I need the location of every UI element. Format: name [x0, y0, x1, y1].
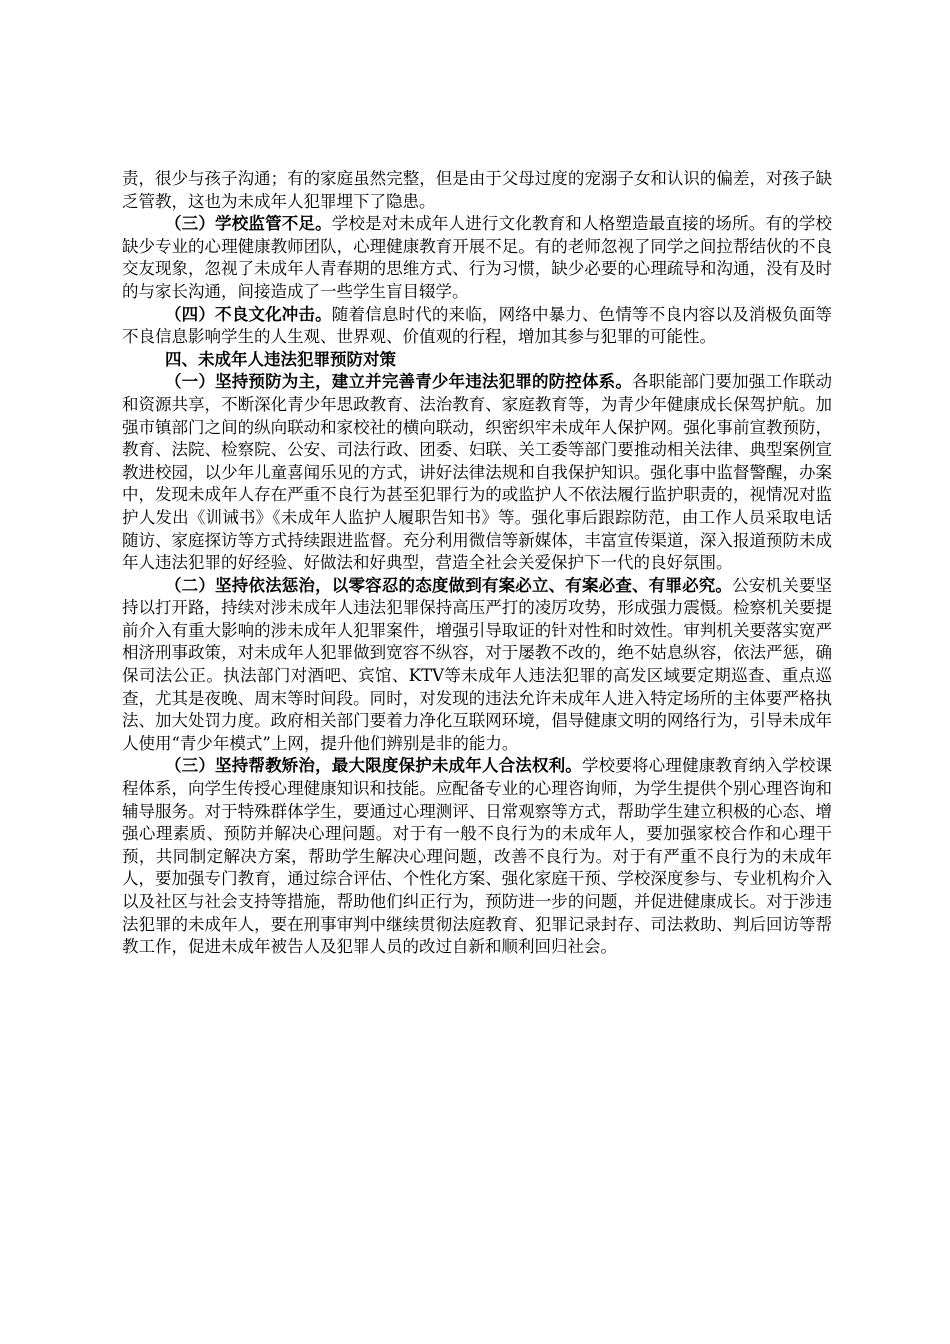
paragraph-text: 各职能部门要加强工作联动和资源共享，不断深化青少年思政教育、法治教育、家庭教育等，为青少年健康成长保驾护航。加强市镇部门之间的纵向联动和家校社的横向联动，织密织牢未成年人保护网。强化事前宣教预防，教育、法院、检察院、公安、司法行政、团委、妇联、关工委等部门要推动相关法律、典型案例宣教进校园，以少年儿童喜闻乐见的方式，讲好法律法规和自我保护知识。强化事中监督警醒，办案中，发现未成年人存在严重不良行为甚至犯罪行为的或监护人不依法履行监护职责的，视情况对监护人发出《训诫书》《未成年人监护人履职告知书》等。强化事后跟踪防范，由工作人员采取电话随访、家庭探访等方式持续跟进监督。充分利用微信等新媒体，丰富宣传渠道，深入报道预防未成年人违法犯罪的好经验、好做法和好典型，营造全社会关爱保护下一代的良好氛围。 — [122, 372, 833, 573]
paragraph-lawful-punishment — [122, 575, 832, 756]
paragraph-family-continuation — [122, 168, 832, 213]
paragraph-lead: （三）坚持帮教矫治，最大限度保护未成年人合法权利。 — [165, 756, 582, 776]
paragraph-lead: （一）坚持预防为主，建立并完善青少年违法犯罪的防控体系。 — [165, 372, 633, 392]
section-heading: 四、未成年人违法犯罪预防对策 — [165, 349, 396, 369]
document-page — [122, 168, 832, 959]
paragraph-text: 随着信息时代的来临，网络中暴力、色情等不良内容以及消极负面等不良信息影响学生的人生观、世界观、价值观的行程，增加其参与犯罪的可能性。 — [122, 304, 833, 347]
paragraph-text: 公安机关要坚持以打开路，持续对涉未成年人违法犯罪保持高压严打的凌厉攻势，形成强力震慑。检察机关要提前介入有重大影响的涉未成年人犯罪案件，增强引导取证的针对性和时效性。审判机关要落实宽严相济刑事政策，对未成年人犯罪做到宽容不纵容，对于屡教不改的，绝不姑息纵容，依法严惩，确保司法公正。执法部门对酒吧、宾馆、KTV等未成年人违法犯罪的高发区域要定期巡查、重点巡查，尤其是夜晚、周末等时间段。同时，对发现的违法允许未成年人进入特定场所的主体要严格执法、加大处罚力度。政府相关部门要着力净化互联网环境，倡导健康文明的网络行为，引导未成年人使用“青少年模式”上网，提升他们辨别是非的能力。 — [122, 575, 833, 753]
paragraph-bad-culture — [122, 304, 832, 349]
paragraph-education-correction — [122, 755, 832, 958]
paragraph-prevention-first — [122, 371, 832, 574]
paragraph-text: 责，很少与孩子沟通；有的家庭虽然完整，但是由于父母过度的宠溺子女和认识的偏差，对孩子缺乏管教，这也为未成年人犯罪埋下了隐患。 — [122, 169, 832, 211]
paragraph-lead: （三）学校监管不足。 — [165, 214, 332, 234]
paragraph-lead: （二）坚持依法惩治，以零容忍的态度做到有案必立、有案必查、有罪必究。 — [165, 575, 733, 595]
paragraph-school-supervision — [122, 213, 832, 303]
paragraph-text: 学校是对未成年人进行文化教育和人格塑造最直接的场所。有的学校缺少专业的心理健康教师团队，心理健康教育开展不足。有的老师忽视了同学之间拉帮结伙的不良交友现象，忽视了未成年人青春期的思维方式、行为习惯，缺少必要的心理疏导和沟通，没有及时的与家长沟通，间接造成了一些学生盲目辍学。 — [122, 214, 833, 301]
paragraph-lead: （四）不良文化冲击。 — [165, 304, 332, 324]
paragraph-text: 学校要将心理健康教育纳入学校课程体系，向学生传授心理健康知识和技能。应配备专业的心理咨询师，为学生提供个别心理咨询和辅导服务。对于特殊群体学生，要通过心理测评、日常观察等方式，帮助学生建立积极的心态、增强心理素质、预防并解决心理问题。对于有一般不良行为的未成年人，要加强家校合作和心理干预，共同制定解决方案，帮助学生解决心理问题，改善不良行为。对于有严重不良行为的未成年人，要加强专门教育，通过综合评估、个性化方案、强化家庭干预、学校深度参与、专业机构介入以及社区与社会支持等措施，帮助他们纠正行为，预防进一步的问题，并促进健康成长。对于涉违法犯罪的未成年人，要在刑事审判中继续贯彻法庭教育、犯罪记录封存、司法救助、判后回访等帮教工作，促进未成年被告人及犯罪人员的改过自新和顺利回归社会。 — [122, 756, 833, 957]
